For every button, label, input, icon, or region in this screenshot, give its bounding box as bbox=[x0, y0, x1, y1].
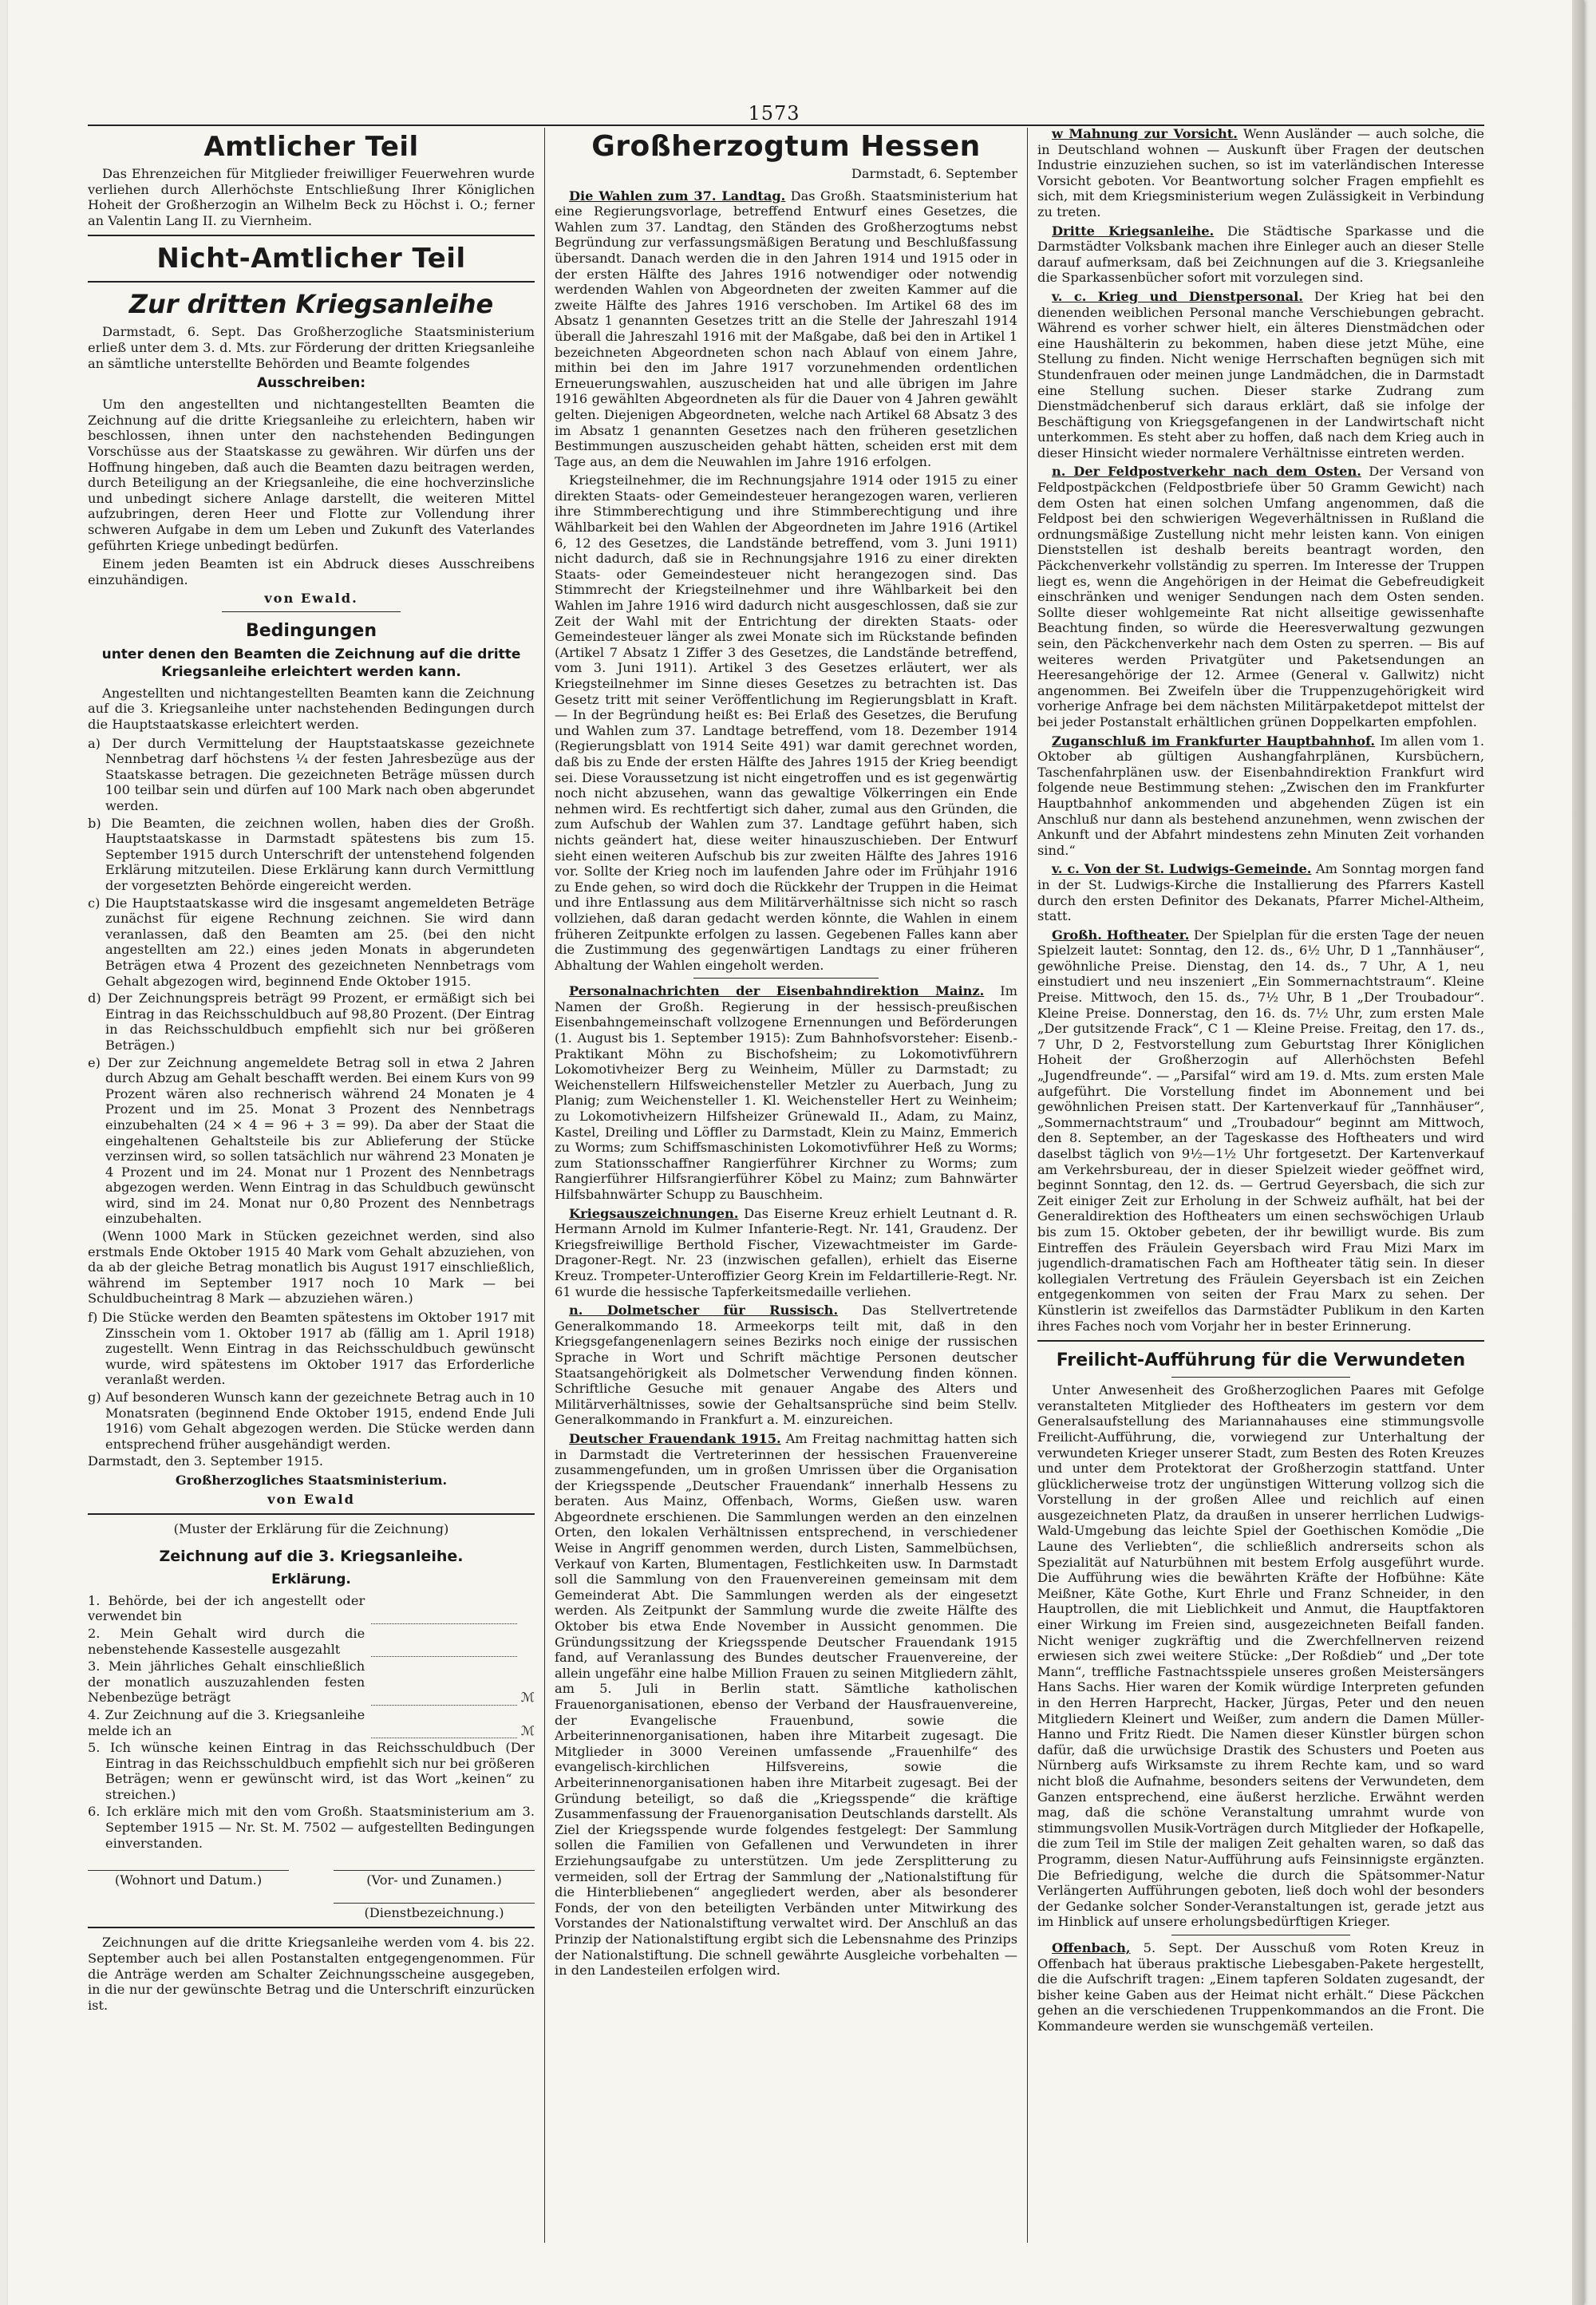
ausschreiben-title: Ausschreiben: bbox=[256, 375, 366, 392]
zug-lead: Zuganschluß im Frankfurter Hauptbahnhof. bbox=[1052, 733, 1376, 749]
amtlich-title: Amtlicher Teil bbox=[203, 131, 419, 163]
hessen-dateline: Darmstadt, 6. September bbox=[851, 166, 1017, 181]
offenbach-text: 5. Sept. Der Ausschuß vom Roten Kreuz in Offenbach hat überaus praktische Liebesgaben-Pakete hergestellt, die die Aufschrift tragen: „Einem tapferen Soldaten zugesandt, der bisher keine Gaben aus der Heimat nicht erhält.“ Diese Päckchen gehen an die verschiedenen Truppenkommandos an die Front. Die Kommandeure werden sie wunschgemäß verteilen. bbox=[1037, 1939, 1484, 2034]
kriegsanleihe-title: Zur dritten Kriegsanleihe bbox=[128, 289, 494, 320]
bedingung-item: d) Der Zeichnungspreis beträgt 99 Prozent, er ermäßigt sich bei Eintrag in das Reichsschuldbuch auf 98,80 Prozent. (Der Eintrag in das Reichsschuldbuch empfiehlt sich nur bei größeren Beträgen.) bbox=[88, 990, 535, 1053]
column-rule-1 bbox=[544, 128, 545, 2243]
offenbach-lead: Offenbach, bbox=[1052, 1939, 1131, 1955]
ausschreiben-p1: Um den angestellten und nichtangestellten Beamten die Zeichnung auf die dritte Kriegsanleihe zu erleichtern, haben wir beschlossen, ihnen unter den nachstehenden Bedingungen Vorschüsse aus der Staatskasse zu gewähren. Wir dürfen uns der Hoffnung hingeben, daß auch die Beamten dazu beitragen werden, durch Beteiligung an der Kriegsanleihe, die eine hochverzinsliche und unbedingt sichere Anlage darstellt, die weiteren Mittel aufzubringen, deren Heer und Flotte zur Vollendung ihrer schweren Aufgabe in dem um Leben und Zukunft des Vaterlandes geführten Kriege unbedingt bedürfen. bbox=[88, 397, 535, 553]
bedingungen-intro: Angestellten und nichtangestellten Beamten kann die Zeichnung auf die 3. Kriegsanleihe unter nachstehenden Bedingungen durch die Hauptstaatskasse erleichtert werden. bbox=[88, 685, 535, 733]
form-label: 3. Mein jährliches Gehalt einschließlich der monatlich auszuzahlenden festen Nebenbezüge beträgt bbox=[88, 1659, 365, 1706]
short-divider bbox=[222, 611, 401, 612]
freilicht-title: Freilicht-Aufführung für die Verwundeten bbox=[1056, 1350, 1466, 1371]
dritte-lead: Dritte Kriegsanleihe. bbox=[1052, 223, 1215, 239]
feld-text: Der Versand von Feldpostpäckchen (Feldpostbriefe über 50 Gramm Gewicht) nach dem Osten hat einen solchen Umfang angenommen, daß die Feldpost bei den schwierigen Wegeverhältnissen in Rußland die ordnungsmäßige Zustellung nicht mehr leisten kann. Von einigen Dienststellen ist deshalb bereits beantragt worden, den Päckchenverkehr vollständig zu sperren. Im Interesse der Truppen liegt es, wenn die Angehörigen in der Heimat die Gebefreudigkeit einschränken und weniger Sendungen nach dem Osten senden. Sollte dieser wohlgemeinte Rat nicht allseitige gewissenhafte Beachtung finden, so würde die Heeresverwaltung gezwungen sein, den Päckchenverkehr nach dem Osten zu sperren. — Bis auf weiteres werden Privatgüter und Paketsendungen an Heeresangehörige der 12. Armee (General v. Gallwitz) nicht angenommen. Bei Zweifeln über die Truppenzugehörigkeit wird vorherige Anfrage bei dem nächsten Militärpaketdepot mittelst der bei jeder Postanstalt erhältlichen grünen Doppelkarten empfohlen. bbox=[1037, 464, 1484, 729]
dolm-lead: n. Dolmetscher für Russisch. bbox=[569, 1303, 839, 1319]
divider bbox=[88, 1513, 535, 1515]
form-row bbox=[88, 1659, 535, 1706]
zug-text: Im allen vom 1. Oktober ab gültigen Aushangfahrplänen, Kursbüchern, Taschenfahrplänen usw. der Eisenbahndirektion Frankfurt wird folgende neue Bestimmung stehen: „Zwischen den im Frankfurter Hauptbahnhof ankommenden und abgehenden Zügen ist ein Anschluß nur dann als bestehend anzunehmen, wenn zwischen der Ankunft und der Abfahrt mindestens zehn Minuten Zeit vorhanden sind.“ bbox=[1037, 733, 1484, 858]
bedingung-item: c) Die Hauptstaatskasse wird die insgesamt angemeldeten Beträge zunächst für eigene Rechnung zeichnen. Sie wird dann veranlassen, daß den Beamten am 25. (bei den nicht angestellten am 22.) eines jeden Monats in abgerundeten Beträgen etwa 4 Prozent des gezeichneten Nennbetrags vom Gehalt abgezogen wird, beginnend Ende Oktober 1915. bbox=[88, 895, 535, 989]
bedingungen-subtitle: unter denen den Beamten die Zeichnung auf die dritte Kriegsanleihe erleichtert werden kann. bbox=[101, 646, 521, 680]
signature-ewald-2: von Ewald bbox=[267, 1491, 355, 1507]
signature-ewald-1: von Ewald. bbox=[264, 591, 358, 607]
wahlen-lead: Die Wahlen zum 37. Landtag. bbox=[569, 188, 786, 204]
ministry-name: Großherzogliches Staatsministerium. bbox=[175, 1472, 448, 1488]
ludwig-text: Am Sonntag morgen fand in der St. Ludwigs-Kirche die Installierung des Pfarrers Kastell durch den ersten Definitor des Dekanats, Pfarrer Michel-Altheim, statt. bbox=[1037, 861, 1484, 924]
divider bbox=[1037, 1340, 1484, 1342]
personal-text: Im Namen der Großh. Regierung in der hessisch-preußischen Eisenbahngemeinschaft vollzogene Ernennungen und Beförderungen (1. August bis 1. September 1915): Zum Bahnhofsvorsteher: Eisenb.-Praktikant Möhn zu Bischofsheim; zu Lokomotivführern Lokomotivheizer Berg zu Weinheim, Müller zu Darmstadt; zu Weichenstellern Hilfsweichensteller Metzler zu Auerbach, Jung zu Planig; zum Weichensteller 1. Kl. Weichensteller Hert zu Weinheim; zu Lokomotivheizern Hilfsheizer Grünewald II., Adam, zu Mainz, Kastel, Dreiling und Löffler zu Darmstadt, Klein zu Mainz, Emmerich zu Worms; zum Schiffsmaschinisten Lokomotivführer Heß zu Worms; zum Stationsschaffner Rangierführer Kirchner zu Worms; zum Rangierführer Hilfsrangierführer Köbel zu Mainz; zum Bahnwärter Hilfsbahnwärter Schupp zu Bauschheim. bbox=[555, 983, 1017, 1202]
zeichnungen-text: Zeichnungen auf die dritte Kriegsanleihe werden vom 4. bis 22. September auch bei allen Postanstalten entgegengenommen. Für die Anträge werden am Schalter Zeichnungsscheine ausgegeben, in die nur der gewünschte Betrag und die Unterschrift einzurücken ist. bbox=[88, 1935, 535, 2013]
frauen-text: Am Freitag nachmittag hatten sich in Darmstadt die Vertreterinnen der hessischen Frauenvereine zusammengefunden, um in großen Umrissen über die Organisation der Kriegsspende „Deutscher Frauendank“ innerhalb Hessens zu beraten. Aus Mainz, Offenbach, Worms, Gießen usw. waren Abgeordnete erschienen. Die Sammlungen werden an den einzelnen Orten, den lokalen Verhältnissen entsprechend, in verschiedener Weise in Angriff genommen werden, durch Listen, Sammelbüchsen, Verkauf von Karten, Blumentagen, Festlichkeiten usw. In Darmstadt soll die Sammlung von den Frauenvereinen gemeinsam mit dem Gemeinderat Abt. Die Sammlungen werden als der eingesetzt werden. Als Zeitpunkt der Sammlung wurde die zweite Hälfte des Oktober bis etwa Ende November in Aussicht genommen. Die Gründungssitzung der Kriegsspende Deutscher Frauendank 1915 fand, auf Veranlassung des Bundes deutscher Frauenvereine, der allein ungefähr eine halbe Million Frauen zu seinen Mitgliedern zählt, am 5. Juli in Berlin statt. Sämtliche katholischen Frauenorganisationen, ebenso der Verband der Hausfrauenvereine, der Evangelische Frauenbund, sowie die Arbeiterinnenorganisationen, haben ihre Mitarbeit zugesagt. Die Mitglieder in 3000 Vereinen umfassende „Frauenhilfe“ des evangelisch-kirchlichen Hilfsvereins, sowie die Arbeiterinnenorganisationen haben ihre Mitarbeit zugesagt. Bei der Gründung beteiligt, so daß die „Kriegsspende“ die kräftige Zusammenfassung der Frauenorganisation Deutschlands darstellt. Als Ziel der Kriegsspende wurde folgendes festgelegt: Der Sammlung sollen die Familien von Gefallenen und Verwundeten in ihrer Erziehungsaufgabe zu unterstützen. Um jede Zersplitterung zu vermeiden, soll der Ertrag der Sammlung der „Nationalstiftung für die Hinterbliebenen“ angegliedert werden, aber als besonderer Fonds, der von den beteiligten Verbänden unter Mitwirkung des Vorstandes der Nationalstiftung verwaltet wird. Der Anschluß an das Prinzip der Nationalstiftung ergibt sich die Lebensnahme des Prinzips der Nationalstiftung. Die schnell gewährte Ausgleiche vorbehalten — in den Landesteilen erfolgen wird. bbox=[555, 1430, 1017, 1979]
form-field[interactable] bbox=[371, 1642, 517, 1657]
mahnung-text: Wenn Ausländer — auch solche, die in Deutschland wohnen — Auskunft über Fragen der deutschen Industrie einzuziehen suchen, so ist im vaterländischen Interesse Vorsicht geboten. Vor Beantwortung solcher Fragen empfiehlt es sich, mit dem Kriegsministerium wegen Zulässigkeit in Verbindung zu treten. bbox=[1037, 126, 1484, 219]
wahlen-p2: Kriegsteilnehmer, die im Rechnungsjahre 1914 oder 1915 zu einer direkten Staats- oder Gemeindesteuer herangezogen waren, verlieren ihre Stimmberechtigung und ihre Stimmberechtigung und ihre Wählbarkeit bei den Wahlen der Abgeordneten im Jahre 1916 (Artikel 6, 12 des Gesetzes, die Landstände betreffend, vom 3. Juni 1911) nicht dadurch, daß sie in Rechnungsjahre 1916 zu einer direkten Staats- oder Gemeindesteuer nicht herangezogen sind. Das Stimmrecht der Kriegsteilnehmer und ihre Wählbarkeit bei den Wahlen im Jahre 1916 wird dadurch nicht ausgeschlossen, daß sie zur Zeit der Wahl mit der Entrichtung der direkten Staats- oder Gemeindesteuer länger als zwei Monate sich im Rückstande befinden (Artikel 7 Absatz 1 Ziffer 3 des Gesetzes, die Landstände betreffend, vom 3. Juni 1911). Artikel 3 des Gesetzes erläutert, wer als Kriegsteilnehmer im Sinne dieses Gesetzes zu betrachten ist. Das Gesetz tritt mit seiner Veröffentlichung im Regierungsblatt in Kraft. — In der Begründung heißt es: Bei Erlaß des Gesetzes, die Berufung und Wahlen zum 37. Landtage betreffend, vom 18. Dezember 1914 (Regierungsblatt von 1914 Seite 491) war damit gerechnet worden, daß bis zu Ende der ersten Hälfte des Jahres 1915 der Krieg beendigt sei. Diese Voraussetzung ist nicht eingetroffen und es ist gegenwärtig noch nicht abzusehen, wann das gewaltige Völkerringen ein Ende nehmen wird. Es rechtfertigt sich daher, zumal aus den Gründen, die zum Aufschub der Wahlen zum 37. Landtage geführt haben, sich nichts geändert hat, diese weiter hinauszuschieben. Der Entwurf sieht einen weiteren Aufschub bis zur zweiten Hälfte des Jahres 1916 vor. Sollte der Krieg noch im laufenden Jahre oder im Frühjahr 1916 zu Ende gehen, so wird doch die Rückkehr der Truppen in die Heimat und ihre Entlassung aus dem Militärverhältnisse sich nicht so rasch vollziehen, daß daran gedacht werden könnte, die Wahlen in einem früheren Zeitpunkte erfolgen zu lassen. Gegebenen Falles kann aber die Zustimmung des gegenwärtigen Landtags zu einer früheren Abhaltung der Wahlen eingeholt werden. bbox=[555, 472, 1017, 973]
form-item-5: 5. Ich wünsche keinen Eintrag in das Reichsschuldbuch (Der Eintrag in das Reichsschuldbuch empfiehlt sich nur bei größeren Beträgen; wenn er gewünscht wird, ist das Wort „keinen“ zu streichen.) bbox=[88, 1740, 535, 1802]
column-3 bbox=[1037, 126, 1484, 2265]
hof-lead: Großh. Hoftheater. bbox=[1052, 927, 1190, 943]
form-label: 1. Behörde, bei der ich angestellt oder verwendet bin bbox=[88, 1592, 365, 1624]
form-label: 2. Mein Gehalt wird durch die nebenstehende Kassestelle ausgezahlt bbox=[88, 1625, 365, 1657]
form-field[interactable] bbox=[371, 1723, 517, 1738]
bedingung-item: b) Die Beamten, die zeichnen wollen, haben dies der Großh. Hauptstaatskasse in Darmstadt spätestens bis zum 15. September 1915 durch Unterschrift der untenstehend folgenden Erklärung mitzuteilen. Diese Erklärung kann durch Vermittlung der vorgesetzten Behörde eingereicht werden. bbox=[88, 815, 535, 893]
bedingung-item: a) Der durch Vermittelung der Hauptstaatskasse gezeichnete Nennbetrag darf höchstens ¼ der festen Jahresbezüge aus der Staatskasse betragen. Die gezeichneten Beträge müssen durch 100 teilbar sein und dürfen auf 100 Mark nach oben abgerundet werden. bbox=[88, 735, 535, 814]
form-row bbox=[88, 1626, 535, 1657]
kriegs-lead: Kriegsauszeichnungen. bbox=[569, 1205, 739, 1221]
bedingung-note: (Wenn 1000 Mark in Stücken gezeichnet werden, sind also erstmals Ende Oktober 1915 40 Mark vom Gehalt abzuziehen, von da ab der gleiche Betrag monatlich bis August 1917 einschließlich, während im September 1917 noch 10 Mark — bei Schuldbucheintrag 8 Mark — abzuziehen wären.) bbox=[88, 1228, 535, 1307]
bedingungen-title: Bedingungen bbox=[245, 620, 377, 641]
column-1 bbox=[88, 126, 535, 2265]
zeichnung-title: Zeichnung auf die 3. Kriegsanleihe. bbox=[159, 1547, 464, 1565]
form-label: 4. Zur Zeichnung auf die 3. Kriegsanleihe melde ich an bbox=[88, 1706, 365, 1738]
hessen-title: Großherzogtum Hessen bbox=[591, 130, 981, 163]
short-divider bbox=[693, 978, 879, 979]
bedingung-item: e) Der zur Zeichnung angemeldete Betrag soll in etwa 2 Jahren durch Abzug am Gehalt beschafft werden. Bei einem Kurs von 99 Prozent wären also rechnerisch während 24 Monaten je 4 Prozent und im 25. Monat 3 Prozent des Nennbetrags einzubehalten (24 × 4 = 96 + 3 = 99). Da aber der Staat die eingehaltenen Gehaltsteile bis zur Ablieferung der Stücke verzinsen wird, so sollen tatsächlich nur während 23 Monaten je 4 Prozent und im 24. Monat nur 1 Prozent des Nennbetrags abgezogen werden. Wenn Eintrag in das Schuldbuch gewünscht wird, sind im 24. Monat nur 0,80 Prozent des Nennbetrags einzubehalten. bbox=[88, 1054, 535, 1227]
sig-bottom[interactable]: (Dienstbezeichnung.) bbox=[334, 1903, 535, 1921]
bedingung-item: f) Die Stücke werden den Beamten spätestens im Oktober 1917 mit Zinsschein vom 1. Oktober 1917 ab (fällig am 1. April 1918) zugestellt. Wenn Eintrag in das Reichsschuldbuch gewünscht wurde, wird spätestens im Oktober 1917 das Erforderliche veranlaßt werden. bbox=[88, 1310, 535, 1388]
bedingung-item: g) Auf besonderen Wunsch kann der gezeichnete Betrag auch in 10 Monatsraten (beginnend Ende Oktober 1915, endend Ende Juli 1916) vom Gehalt abgezogen werden. Die Stücke werden dann entsprechend früher ausgehändigt werden. bbox=[88, 1390, 535, 1452]
form-field[interactable] bbox=[371, 1609, 517, 1624]
page-number: 1573 bbox=[748, 102, 800, 125]
newspaper-page bbox=[8, 0, 1584, 2305]
page-spine bbox=[1572, 0, 1584, 2305]
wahlen-p1: Das Großh. Staatsministerium hat eine Regierungsvorlage, betreffend Entwurf eines Gesetzes, die Wahlen zum 37. Landtag, den Ständen des Großherzogtums nebst Begründung zur verfassungsmäßigen Beratung und Beschlußfassung übersandt. Danach werden die in den Jahren 1914 und 1915 oder in der ersten Hälfte des Jahres 1916 notwendiger oder notwendig werdenden Wahlen von Abgeordneten der zweiten Kammer auf die zweite Hälfte des Jahres 1916 verschoben. Im Artikel 68 des im Absatz 1 genannten Gesetzes tritt an die Stelle der Jahreszahl 1914 überall die Jahreszahl 1916 mit der Maßgabe, daß bei den in Artikel 1 bezeichneten Abgeordneten schon nach Ablauf von einem Jahre, mithin bei den im Jahre 1917 vorzunehmenden ordentlichen Erneuerungswahlen, auszuscheiden hat und alle übrigen im Jahre 1916 gewählten Abgeordneten als für die Dauer von 4 Jahren gewählt gelten. Diejenigen Abgeordneten, welche nach Artikel 68 Absatz 3 des im Absatz 1 genannten Gesetzes nach den früheren gesetzlichen Bestimmungen auszuscheiden gehabt hätten, scheiden erst mit dem Tage aus, an dem die Neuwahlen im Jahre 1916 erfolgen. bbox=[555, 188, 1017, 469]
divider bbox=[88, 281, 535, 283]
erklaerung-title: Erklärung. bbox=[271, 1571, 351, 1587]
ludwig-lead: v. c. Von der St. Ludwigs-Gemeinde. bbox=[1052, 861, 1312, 877]
amtlich-text: Das Ehrenzeichen für Mitglieder freiwilliger Feuerwehren wurde verliehen durch Allerhöchste Entschließung Ihrer Königlichen Hoheit der Großherzogin an Wilhelm Beck zu Höchst i. O.; ferner an Valentin Lang II. zu Viernheim. bbox=[88, 166, 535, 228]
feld-lead: n. Der Feldpostverkehr nach dem Osten. bbox=[1052, 464, 1361, 480]
sig-right[interactable]: (Vor- und Zunamen.) bbox=[334, 1870, 535, 1888]
kriegs-text: Das Eiserne Kreuz erhielt Leutnant d. R. Hermann Arnold im Kulmer Infanterie-Regt. Nr. 141, Graudenz. Der Kriegsfreiwillige Berthold Fischer, Vizewachtmeister im Garde-Dragoner-Regt. Nr. 23 (inzwischen gefallen), erhielt das Eiserne Kreuz. Trompeter-Unteroffizier Georg Krein im Feldartillerie-Regt. Nr. 61 wurde die hessische Tapferkeitsmedaille verliehen. bbox=[555, 1205, 1017, 1299]
ausschreiben-p2: Einem jeden Beamten ist ein Abdruck dieses Ausschreibens einzuhändigen. bbox=[88, 556, 535, 587]
krieg-text: Der Krieg hat bei den dienenden weiblichen Personal manche Verschiebungen gebracht. Während es vorher schwer hielt, ein älteres Dienstmädchen oder eine Haushälterin zu bekommen, haben diese jetzt Mühe, eine Stellung zu finden. Nicht wenige Herrschaften begnügen sich mit Stundenfrauen oder meinen junge Landmädchen, die in Darmstadt eine Stellung suchen. Dieser starke Zudrang zum Dienstmädchenberuf sich daraus erklärt, daß sie infolge der Beschäftigung von Kriegsgefangenen in der Landwirtschaft nicht unterkommen. Es steht aber zu hoffen, daß nach dem Krieg auch in dieser Hinsicht wieder normalere Verhältnisse eintreten werden. bbox=[1037, 288, 1484, 461]
nichtamtlich-title: Nicht-Amtlicher Teil bbox=[156, 243, 466, 275]
form-unit: ℳ bbox=[520, 1690, 535, 1706]
kriegsanleihe-intro: Darmstadt, 6. Sept. Das Großherzogliche Staatsministerium erließ unter dem 3. d. Mts. zur Förderung der dritten Kriegsanleihe an sämtliche unterstellte Behörden und Beamte folgendes bbox=[88, 324, 535, 371]
bedingungen-list bbox=[88, 736, 535, 1453]
krieg-lead: v. c. Krieg und Dienstpersonal. bbox=[1052, 288, 1303, 304]
form-item-6: 6. Ich erkläre mich mit den vom Großh. Staatsministerium am 3. September 1915 — Nr. St. M. 7502 — aufgestellten Bedingungen einverstanden. bbox=[88, 1804, 535, 1851]
personal-lead: Personalnachrichten der Eisenbahndirektion Mainz. bbox=[569, 983, 985, 999]
dateline: Darmstadt, den 3. September 1915. bbox=[88, 1453, 324, 1469]
short-divider bbox=[1171, 1377, 1350, 1378]
dritte-text: Die Städtische Sparkasse und die Darmstädter Volksbank machen ihre Einleger auch an dieser Stelle darauf aufmerksam, daß bei Zeichnungen auf die 3. Kriegsanleihe die Sparkassenbücher sofort mit vorzulegen sind. bbox=[1037, 223, 1484, 286]
signature-lines-2 bbox=[88, 1903, 535, 1921]
signature-lines bbox=[88, 1870, 535, 1888]
mahnung-lead: w Mahnung zur Vorsicht. bbox=[1052, 126, 1238, 141]
frauen-lead: Deutscher Frauendank 1915. bbox=[569, 1430, 781, 1446]
column-2 bbox=[555, 126, 1017, 2265]
muster-caption: (Muster der Erklärung für die Zeichnung) bbox=[173, 1521, 449, 1537]
dolm-text: Das Stellvertretende Generalkommando 18. Armeekorps teilt mit, daß in den Kriegsgefangenenlagern seines Bezirks noch einige der russischen Sprache in Wort und Schrift mächtige Personen deutscher Staatsangehörigkeit als Dolmetscher Verwendung finden können. Schriftliche Gesuche mit genauer Angabe des Alters und Militärverhältnisses, sowie der Gehaltsansprüche sind beim Stellv. Generalkommando in Frankfurt a. M. einzureichen. bbox=[555, 1303, 1017, 1428]
divider bbox=[88, 235, 535, 236]
divider bbox=[88, 1927, 535, 1928]
form-field[interactable] bbox=[371, 1690, 517, 1706]
form-unit: ℳ bbox=[520, 1722, 535, 1738]
sig-left[interactable]: (Wohnort und Datum.) bbox=[88, 1870, 289, 1888]
freilicht-text: Unter Anwesenheit des Großherzoglichen Paares mit Gefolge veranstalteten Mitglieder des Hoftheaters im gestern vor dem Generalsaufstellung des Mariannahauses eine stimmungsvolle Freilicht-Aufführung, die, vorwiegend zur Unterhaltung der verwundeten Krieger unserer Stadt, zum Besten des Roten Kreuzes und unter dem Protektorat der Großherzogin stattfand. Unter glücklicherweise trotz der ungünstigen Witterung vollzog sich die Vorstellung in der großen Allee und reichlich auf einen ausgezeichneten Platz, da draußen in unserer herrlichen Ludwigs-Wald-Umgebung das leichte Spiel der Goethischen Komödie „Die Laune des Verliebten“, die schließlich andrerseits schon als Spezialität auf Naturbühnen mit bestem Erfolg ausgeführt wurde. Die Aufführung wies die bewährten Kräfte der Hofbühne: Käte Meißner, Käte Gothe, Kurt Ehrle und Franz Schneider, in den Hauptrollen, die mit Lieblichkeit und Anmut, die Hauptfaktoren einer Wirkung im Freien sind, ausgezeichneten Beifall fanden. Nicht weniger zugkräftig und die Zwerchfellnerven reizend erwiesen sich zwei weitere Stücke: „Der Roßdieb“ und „Der tote Mann“, treffliche Fastnachtsspiele unseres großen Meistersängers Hans Sachs. Hier waren der Komik würdige Interpreten gefunden in den Herren Harprecht, Hacker, Jürgas, Peter und den neuen Mitgliedern Kleinert und Weißer, zum andern die Damen Müller-Hanno und Fritz Riedt. Die Namen dieser Künstler bürgen schon dafür, daß die urwüchsige Drastik des Schusters und Poeten aus Nürnberg aufs Wirksamste zu ihrem Rechte kam, und so ward nicht bloß die Aufnahme, besonders seitens der Verwundeten, dem Ganzen entsprechend, eine äußerst herzliche. Erwähnt werden mag, daß die schöne Veranstaltung umrahmt wurde von stimmungsvollen Musik-Vorträgen durch Mitglieder der Hofkapelle, die zum Teil im Stile der maligen Zeit gehalten waren, so daß das Programm, diesen Natur-Aufführung aufs Feinsinnigste ergänzten. Die Befriedigung, welche die durch die Spätsommer-Natur Verlängerten Aufführungen geboten, ließ doch wohl der besonders der Gedanke solcher Sonder-Veranstaltungen ist, gerade jetzt aus im Hinblick auf unsere erholungsbedürftigen Krieger. bbox=[1037, 1382, 1484, 1930]
column-rule-2 bbox=[1027, 128, 1028, 2243]
form-row bbox=[88, 1593, 535, 1624]
hof-text: Der Spielplan für die ersten Tage der neuen Spielzeit lautet: Sonntag, den 12. ds., 6½ Uhr, D 1 „Tannhäuser“, gewöhnliche Preise. Dienstag, den 14. ds., 7 Uhr, A 1, neu einstudiert und neu inszeniert „Ein Sommernachtstraum“. Kleine Preise. Mittwoch, den 15. ds., 7½ Uhr, B 1 „Der Troubadour“. Kleine Preise. Donnerstag, den 16. ds. 7½ Uhr, zum ersten Male „Der gutsitzende Frack“, C 1 — Kleine Preise. Freitag, den 17. ds., 7 Uhr, D 2, Festvorstellung zum Geburtstag Ihrer Königlichen Hoheit der Großherzogin auf Allerhöchsten Befehl „Jugendfreunde“. — „Parsifal“ wird am 19. d. Mts. zum ersten Male aufgeführt. Die Vorstellung findet im Abonnement und bei gewöhnlichen Preisen statt. Der Kartenverkauf für „Tannhäuser“, „Sommernachtstraum“ und „Troubadour“ beginnt am Mittwoch, den 8. September, an der Tageskasse des Hoftheaters und wird daselbst täglich von 9½—1½ Uhr fortgesetzt. Der Kartenverkauf am Verkehrsbureau, der in dieser Spielzeit wieder geöffnet wird, beginnt Sonntag, den 12. ds. — Gertrud Geyersbach, die sich zur Zeit einiger Zeit zur Erholung in der Schweiz aufhält, hat bei der Generaldirektion des Hoftheaters um einen sechswöchigen Urlaub bis zum 15. Oktober gebeten, der ihr bewilligt wurde. Bis zum Eintreffen des Fräulein Geyersbach wird Frau Mizi Marx im jugendlich-dramatischen Fach am Hoftheater tätig sein. In dieser kollegialen Vertretung des Fräulein Geyersbach ist ein Zeichen entgegenkommen von seiten der Frau Marx zu sehen. Der Künstlerin ist zweifellos das Darmstädter Publikum in den Karten ihres Faches noch vom Vorjahr her in bester Erinnerung. bbox=[1037, 927, 1484, 1334]
form-row bbox=[88, 1707, 535, 1738]
